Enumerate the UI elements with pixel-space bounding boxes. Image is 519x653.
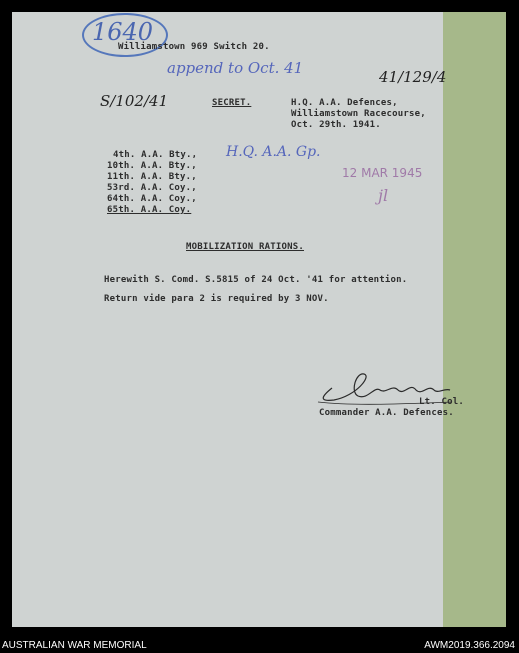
file-number-right: 41/129/4 — [379, 68, 447, 86]
file-number-left: S/102/41 — [100, 92, 169, 110]
stamp-initials: jl — [378, 186, 389, 205]
reference-number: 1640 — [92, 18, 154, 46]
from-address-line-1: H.Q. A.A. Defences, — [291, 98, 398, 108]
recipient-3: 11th. A.A. Bty., — [107, 172, 197, 182]
green-paper-strip — [443, 12, 506, 627]
body-line-2: Return vide para 2 is required by 3 NOV. — [104, 294, 329, 304]
recipient-1: 4th. A.A. Bty., — [113, 150, 198, 160]
recipient-2: 10th. A.A. Bty., — [107, 161, 197, 171]
document-page — [12, 12, 506, 627]
recipient-4: 53rd. A.A. Coy., — [107, 183, 197, 193]
from-address-line-2: Williamstown Racecourse, — [291, 109, 426, 119]
recipient-5: 64th. A.A. Coy., — [107, 194, 197, 204]
signature-rank: Lt. Col. — [419, 397, 464, 407]
date-stamp: 12 MAR 1945 — [342, 166, 423, 180]
subject-heading: MOBILIZATION RATIONS. — [186, 242, 304, 252]
handwritten-hq-note: H.Q. A.A. Gp. — [226, 144, 321, 160]
from-address-line-3: Oct. 29th. 1941. — [291, 120, 381, 130]
classification: SECRET. — [212, 98, 252, 108]
footer-institution: AUSTRALIAN WAR MEMORIAL — [2, 640, 147, 651]
body-line-1: Herewith S. Comd. S.5815 of 24 Oct. '41 for attention. — [104, 275, 408, 285]
footer-accession-number: AWM2019.366.2094 — [424, 640, 515, 651]
handwritten-append-note: append to Oct. 41 — [167, 59, 304, 77]
switch-line: Williamstown 969 Switch 20. — [118, 42, 270, 52]
recipient-6: 65th. A.A. Coy. — [107, 205, 192, 215]
signature-title: Commander A.A. Defences. — [319, 408, 454, 418]
